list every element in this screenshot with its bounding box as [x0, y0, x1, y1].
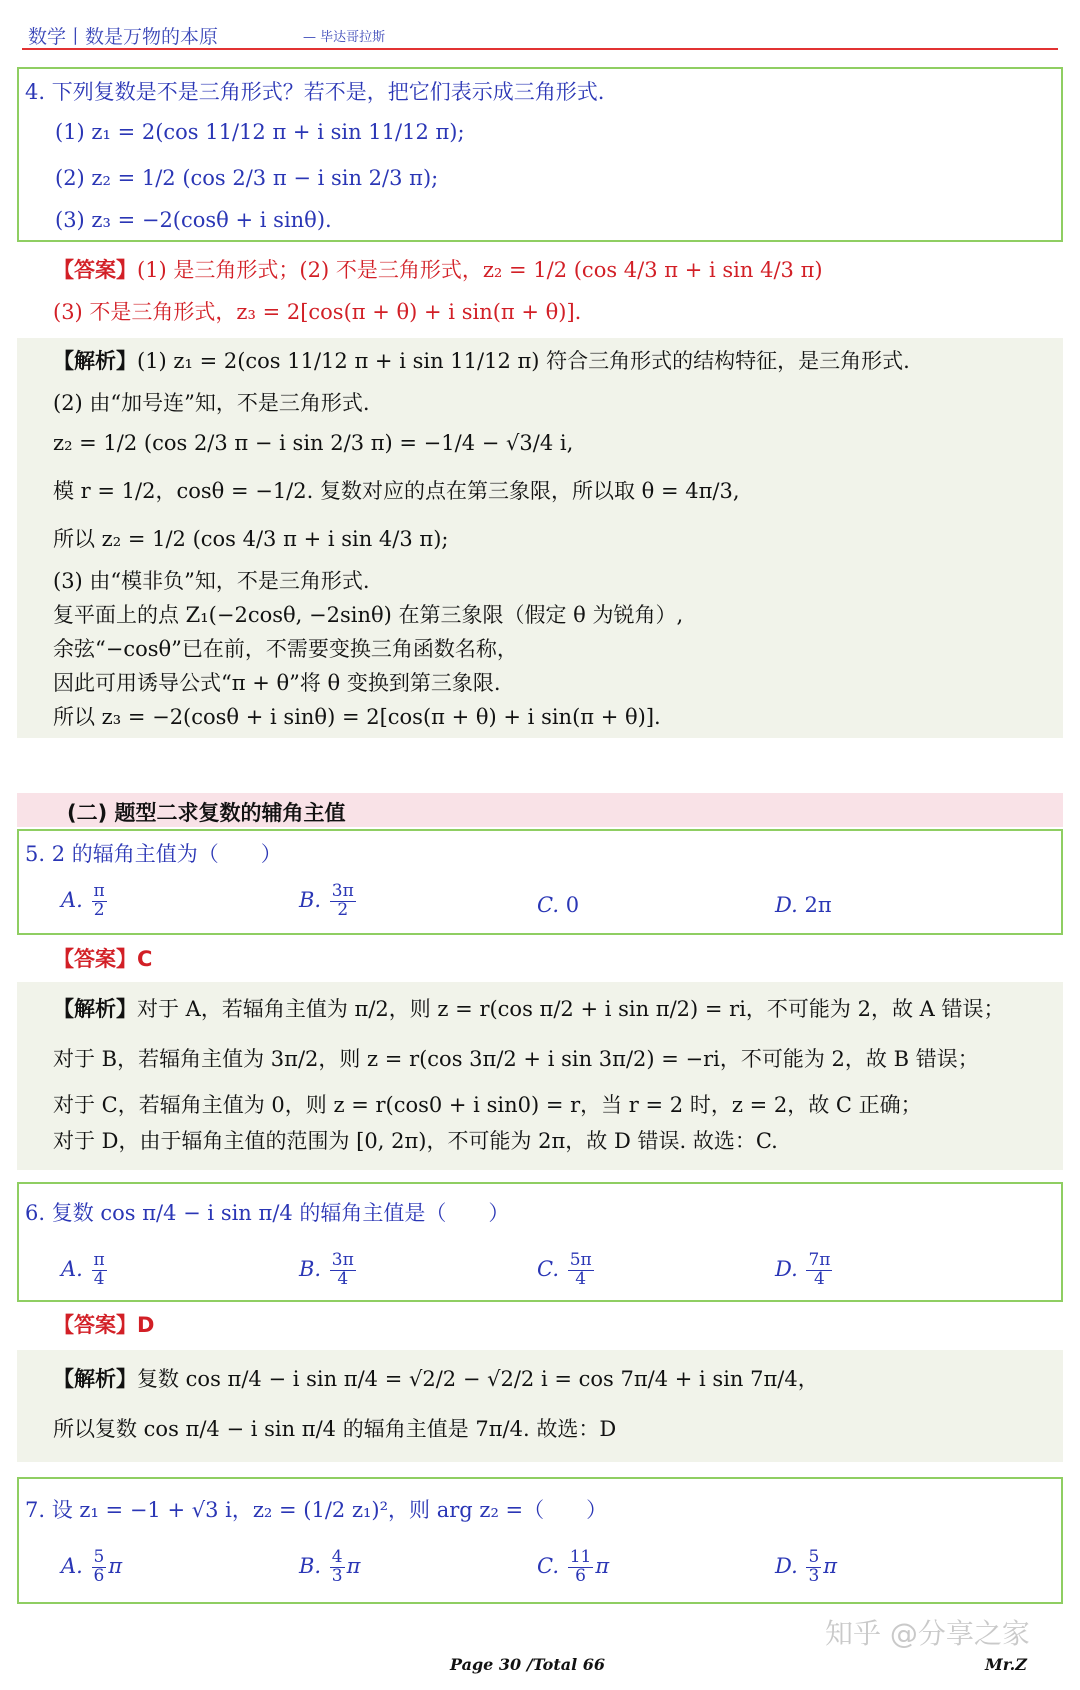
option-fraction: $\frac{4}{3}$ — [331, 1547, 343, 1586]
question-5-stem: 5. 2 的辐角主值为（ ） — [25, 842, 282, 866]
answer-tag: 【答案】 — [53, 947, 137, 971]
explanation-tag: 【解析】 — [53, 349, 137, 373]
exp-6-line-1 — [53, 1366, 819, 1393]
exp-5-line-4: 对于 D，由于辐角主值的范围为 [0, 2π)，不可能为 2π，故 D 错误. 故选：C. — [53, 1129, 778, 1153]
option-fraction: $\frac{3\pi}{4}$ — [331, 1250, 354, 1289]
exp-5-line-3: 对于 C，若辐角主值为 0，则 z = r(cos0 + i sin0) = r，当 r = 2 时，z = 2，故 C 正确； — [53, 1093, 922, 1117]
answer-4-line-2: (3) 不是三角形式，z₃ = 2[cos(π + θ) + i sin(π + θ)]. — [53, 300, 582, 324]
option-pi: π — [108, 1553, 123, 1578]
option-letter: C. — [537, 1553, 559, 1578]
option-letter: C. — [537, 1256, 559, 1281]
answer-5-value: C — [137, 947, 153, 971]
exp-4-line-4: 模 r = 1/2，cosθ = −1/2. 复数对应的点在第三象限，所以取 θ = 4π/3, — [53, 479, 740, 503]
option-fraction: $\frac{11}{6}$ — [569, 1547, 592, 1586]
answer-5-line — [53, 946, 152, 973]
option-a[interactable] — [61, 1549, 122, 1586]
option-d[interactable] — [775, 893, 832, 917]
option-fraction: $\frac{5\pi}{4}$ — [569, 1250, 592, 1289]
exp-4-line-6: (3) 由“模非负”知，不是三角形式. — [53, 569, 370, 593]
author: Mr.Z — [985, 1655, 1027, 1674]
option-letter: A. — [61, 1553, 83, 1578]
exp-5-line-1 — [53, 996, 1004, 1023]
exp-4-line-8: 余弦“−cosθ”已在前，不需要变换三角函数名称， — [53, 637, 518, 661]
option-b[interactable] — [299, 1252, 358, 1289]
option-letter: C. — [537, 893, 559, 917]
option-fraction: $\frac{3\pi}{2}$ — [331, 881, 354, 920]
exp-4-line-9: 因此可用诱导公式“π + θ”将 θ 变换到第三象限. — [53, 671, 501, 695]
option-letter: D. — [775, 1256, 798, 1281]
answer-4-line-1 — [53, 257, 823, 284]
exp-5-line-2: 对于 B，若辐角主值为 3π/2，则 z = r(cos 3π/2 + i sin 3π/2) = −ri，不可能为 2，故 B 错误； — [53, 1047, 979, 1071]
option-letter: B. — [299, 1256, 322, 1281]
question-5-box — [17, 829, 1063, 935]
header-title: 数学丨数是万物的本原 — [28, 26, 219, 48]
option-letter: B. — [299, 887, 322, 912]
option-fraction: $\frac{\pi}{2}$ — [93, 881, 105, 920]
exp-4-line-7: 复平面上的点 Z₁(−2cosθ, −2sinθ) 在第三象限（假定 θ 为锐角）, — [53, 603, 684, 627]
option-value: 2π — [804, 893, 832, 917]
question-7-stem: 7. 设 z₁ = −1 + √3 i，z₂ = (1/2 z₁)²，则 arg z₂ =（ ） — [25, 1498, 608, 1522]
option-b[interactable] — [299, 883, 358, 920]
exp-6-text-1: 复数 cos π/4 − i sin π/4 = √2/2 − √2/2 i = cos 7π/4 + i sin 7π/4， — [137, 1367, 819, 1391]
question-5-answer — [17, 942, 1063, 982]
page-number: Page 30 /Total 66 — [450, 1655, 605, 1674]
option-a[interactable] — [61, 883, 109, 920]
question-7-box — [17, 1477, 1063, 1604]
option-letter: A. — [61, 1256, 83, 1281]
question-4-box — [17, 67, 1063, 242]
exp-4-line-10: 所以 z₃ = −2(cosθ + i sinθ) = 2[cos(π + θ) + i sin(π + θ)]. — [53, 705, 661, 729]
option-c[interactable] — [537, 893, 579, 917]
page-header — [28, 18, 1058, 48]
exp-5-text-1: 对于 A，若辐角主值为 π/2，则 z = r(cos π/2 + i sin π/2) = ri，不可能为 2，故 A 错误； — [137, 997, 1005, 1021]
option-pi: π — [823, 1553, 838, 1578]
option-letter: D. — [775, 893, 798, 917]
option-letter: A. — [61, 887, 83, 912]
option-fraction: $\frac{5}{6}$ — [93, 1547, 105, 1586]
option-c[interactable] — [537, 1252, 596, 1289]
option-letter: D. — [775, 1553, 798, 1578]
question-4-part-2: (2) z₂ = 1/2 (cos 2/3 π − i sin 2/3 π); — [55, 166, 439, 190]
answer-6-line — [53, 1312, 154, 1339]
question-6-box — [17, 1182, 1063, 1302]
question-6-answer — [17, 1310, 1063, 1350]
question-4-part-1: (1) z₁ = 2(cos 11/12 π + i sin 11/12 π); — [55, 120, 465, 144]
watermark: 知乎 @分享之家 — [825, 1617, 1030, 1650]
exp-6-line-2: 所以复数 cos π/4 − i sin π/4 的辐角主值是 7π/4. 故选：D — [53, 1417, 617, 1441]
header-quote-author: — 毕达哥拉斯 — [303, 30, 386, 45]
exp-4-line-2: (2) 由“加号连”知，不是三角形式. — [53, 391, 370, 415]
question-4-stem: 4. 下列复数是不是三角形式？若不是，把它们表示成三角形式. — [25, 80, 605, 104]
option-pi: π — [595, 1553, 610, 1578]
option-pi: π — [346, 1553, 361, 1578]
option-fraction: $\frac{7\pi}{4}$ — [808, 1250, 831, 1289]
question-5-explanation — [17, 982, 1063, 1170]
option-fraction: $\frac{\pi}{4}$ — [93, 1250, 105, 1289]
option-a[interactable] — [61, 1252, 109, 1289]
question-4-part-3: (3) z₃ = −2(cosθ + i sinθ). — [55, 208, 332, 232]
answer-tag: 【答案】 — [53, 1313, 137, 1337]
option-d[interactable] — [775, 1549, 837, 1586]
option-b[interactable] — [299, 1549, 360, 1586]
question-6-explanation — [17, 1350, 1063, 1462]
question-6-stem: 6. 复数 cos π/4 − i sin π/4 的辐角主值是（ ） — [25, 1201, 510, 1225]
option-value: 0 — [565, 893, 580, 917]
question-4-answer — [17, 255, 1063, 335]
option-letter: B. — [299, 1553, 322, 1578]
answer-tag: 【答案】 — [53, 258, 137, 282]
question-4-explanation — [17, 338, 1063, 738]
answer-6-value: D — [137, 1313, 155, 1337]
option-d[interactable] — [775, 1252, 834, 1289]
option-fraction: $\frac{5}{3}$ — [808, 1547, 820, 1586]
exp-4-text-1: (1) z₁ = 2(cos 11/12 π + i sin 11/12 π) 符合三角形式的结构特征，是三角形式. — [137, 349, 910, 373]
explanation-tag: 【解析】 — [53, 1367, 137, 1391]
exp-4-line-1 — [53, 348, 910, 375]
header-rule — [22, 48, 1058, 50]
exp-4-line-3: z₂ = 1/2 (cos 2/3 π − i sin 2/3 π) = −1/4 − √3/4 i, — [53, 431, 574, 455]
explanation-tag: 【解析】 — [53, 997, 137, 1021]
section-title: (二) 题型二求复数的辅角主值 — [67, 801, 346, 825]
exp-4-line-5: 所以 z₂ = 1/2 (cos 4/3 π + i sin 4/3 π); — [53, 527, 449, 551]
answer-4-text-1: (1) 是三角形式；(2) 不是三角形式，z₂ = 1/2 (cos 4/3 π + i sin 4/3 π) — [137, 258, 823, 282]
option-c[interactable] — [537, 1549, 609, 1586]
section-heading — [17, 793, 1063, 827]
